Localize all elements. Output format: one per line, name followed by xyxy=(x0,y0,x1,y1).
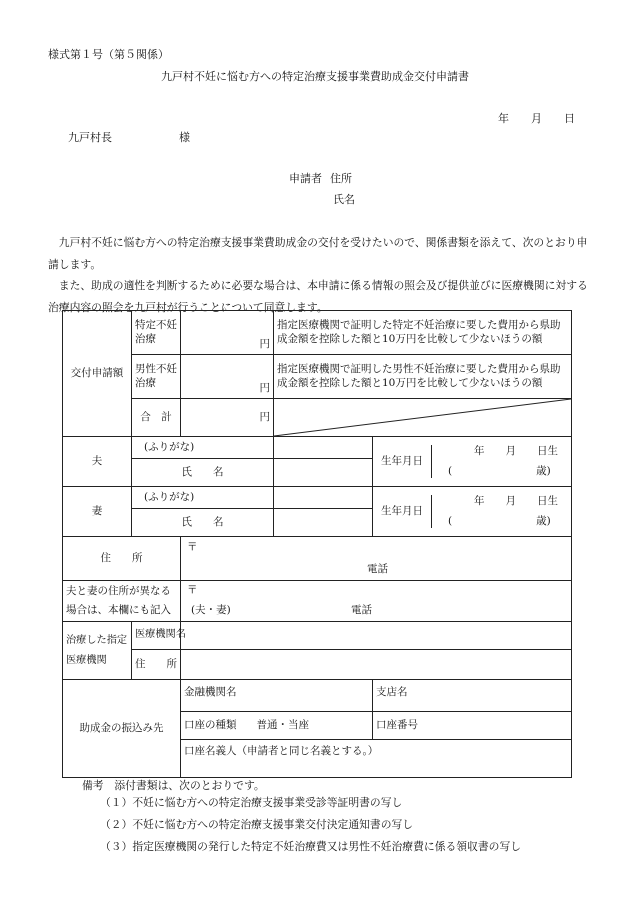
female-amount-field[interactable]: 円 xyxy=(181,311,274,355)
separate-address-label: 夫と妻の住所が異なる場合は、本欄にも記入 xyxy=(63,581,181,622)
total-label: 合 計 xyxy=(132,399,181,437)
account-holder-field[interactable]: 口座名義人（申請者と同じ名義とする。） xyxy=(181,740,572,778)
husband-birth-block xyxy=(373,437,572,487)
honorific: 様 xyxy=(179,131,190,144)
wife-birth-label: 生年月日 xyxy=(373,495,432,527)
clinic-group-label: 治療した指定医療機関 xyxy=(63,622,132,680)
husband-name-label: 氏 名 xyxy=(132,459,274,487)
wife-furigana-label: (ふりがな) xyxy=(132,487,274,509)
account-type-field[interactable]: 口座の種類 普通・当座 xyxy=(181,712,373,740)
clinic-name-label: 医療機関名 xyxy=(132,622,181,650)
husband-birth-label: 生年月日 xyxy=(373,445,432,477)
husband-name-field[interactable] xyxy=(274,459,373,487)
female-treatment-label: 特定不妊治療 xyxy=(132,311,181,355)
addressee: 九戸村長 xyxy=(68,131,112,144)
note-item-2: （２）不妊に悩む方への特定治療支援事業交付決定通知書の写し xyxy=(100,818,414,831)
applicant-label: 申請者 xyxy=(289,172,322,185)
clinic-address-field[interactable] xyxy=(181,650,572,680)
postal-mark: 〒 xyxy=(187,541,198,553)
separate-postal-mark: 〒 xyxy=(187,584,198,596)
note-item-3: （３）指定医療機関の発行した特定不妊治療費又は男性不妊治療費に係る領収書の写し xyxy=(100,840,522,853)
transfer-label: 助成金の振込み先 xyxy=(63,680,181,778)
husband-wife-choice[interactable]: (夫・妻) xyxy=(191,604,231,616)
address-label: 住 所 xyxy=(63,537,181,581)
husband-birth-field[interactable]: 年 月 日生 ( 歳) xyxy=(448,445,558,477)
form-title: 九戸村不妊に悩む方への特定治療支援事業費助成金交付申請書 xyxy=(161,70,469,83)
total-blank-cell xyxy=(274,399,572,437)
wife-name-label: 氏 名 xyxy=(132,509,274,537)
branch-field[interactable]: 支店名 xyxy=(373,680,572,712)
wife-label: 妻 xyxy=(63,487,132,537)
wife-furigana-field[interactable] xyxy=(274,487,373,509)
female-amount-note: 指定医療機関で証明した特定不妊治療に要した費用から県助成金額を控除した額と10万円を比較して少ないほうの額 xyxy=(274,311,572,355)
address-phone-label: 電話 xyxy=(367,563,388,575)
separate-phone-label: 電話 xyxy=(351,604,372,616)
male-amount-note: 指定医療機関で証明した男性不妊治療に要した費用から県助成金額を控除した額と10万円を比較して少ないほうの額 xyxy=(274,355,572,399)
date-year: 年 xyxy=(498,112,509,125)
wife-name-field[interactable] xyxy=(274,509,373,537)
notes-header: 備考 添付書類は、次のとおりです。 xyxy=(82,779,265,792)
husband-label: 夫 xyxy=(63,437,132,487)
husband-furigana-field[interactable] xyxy=(274,437,373,459)
account-number-field[interactable]: 口座番号 xyxy=(373,712,572,740)
date-day: 日 xyxy=(564,112,575,125)
applicant-address-label: 住所 xyxy=(330,172,352,185)
male-amount-field[interactable]: 円 xyxy=(181,355,274,399)
clinic-name-field[interactable] xyxy=(181,622,572,650)
paragraph-application: 九戸村不妊に悩む方への特定治療支援事業費助成金の交付を受けたいので、関係書類を添えて、次のとおり申請します。 xyxy=(48,236,588,271)
applicant-name-label: 氏名 xyxy=(333,193,355,206)
bank-name-field[interactable]: 金融機関名 xyxy=(181,680,373,712)
form-number: 様式第１号（第５関係） xyxy=(48,48,169,61)
separate-address-field[interactable] xyxy=(181,581,572,622)
total-amount-field[interactable]: 円 xyxy=(181,399,274,437)
grant-amount-label: 交付申請額 xyxy=(63,311,132,437)
date-month: 月 xyxy=(531,112,542,125)
wife-birth-block xyxy=(373,487,572,537)
address-field[interactable] xyxy=(181,537,572,581)
male-treatment-label: 男性不妊治療 xyxy=(132,355,181,399)
clinic-address-label: 住 所 xyxy=(132,650,181,680)
wife-birth-field[interactable]: 年 月 日生 ( 歳) xyxy=(448,495,558,527)
application-table xyxy=(62,310,572,778)
note-item-1: （１）不妊に悩む方への特定治療支援事業受診等証明書の写し xyxy=(100,796,403,809)
paragraph-consent: また、助成の適性を判断するために必要な場合は、本申請に係る情報の照会及び提供並びに医療機関に対する治療内容の照会を九戸村が行うことについて同意します。 xyxy=(48,279,588,314)
husband-furigana-label: (ふりがな) xyxy=(132,437,274,459)
